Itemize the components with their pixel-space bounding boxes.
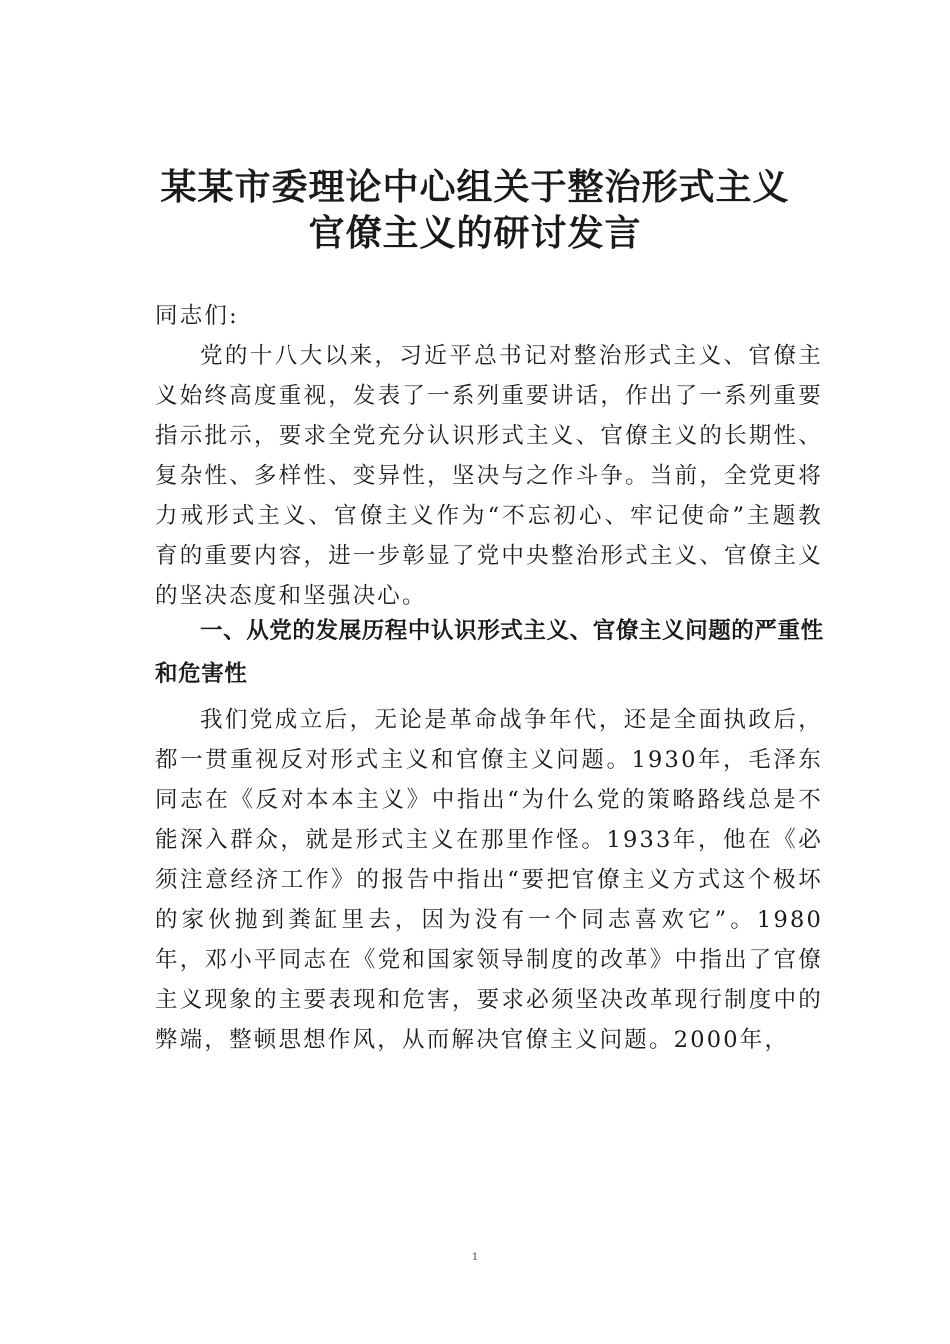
title-line-2: 官僚主义的研讨发言 [308,213,642,254]
paragraph-intro: 党的十八大以来，习近平总书记对整治形式主义、官僚主义始终高度重视，发表了一系列重要讲话，作出了一系列重要指示批示，要求全党充分认识形式主义、官僚主义的长期性、复杂性、多样性、变异性，坚决与之作斗争。当前，全党更将力戒形式主义、官僚主义作为“不忘初心、牢记使命”主题教育的重要内容，进一步彰显了党中央整治形式主义、官僚主义的坚决态度和坚强决心。 [155,343,823,609]
page-number: 1 [471,1252,479,1263]
title-line-1: 某某市委理论中心组关于整治形式主义 [160,167,790,208]
section-heading-1: 一、从党的发展历程中认识形式主义、官僚主义问题的严重性和危害性 [155,618,824,687]
paragraph-history: 我们党成立后，无论是革命战争年代，还是全面执政后，都一贯重视反对形式主义和官僚主义问题。1930年，毛泽东同志在《反对本本主义》中指出“为什么党的策略路线总是不能深入群众，就是形式主义在那里作怪。1933年，他在《必须注意经济工作》的报告中指出“要把官僚主义方式这个极坏的家伙抛到粪缸里去，因为没有一个同志喜欢它”。1980年，邓小平同志在《党和国家领导制度的改革》中指出了官僚主义现象的主要表现和危害，要求必须坚决改革现行制度中的弊端，整顿思想作风，从而解决官僚主义问题。2000年， [155,707,823,1053]
salutation: 同志们: [155,303,239,329]
document-title [0,165,950,257]
